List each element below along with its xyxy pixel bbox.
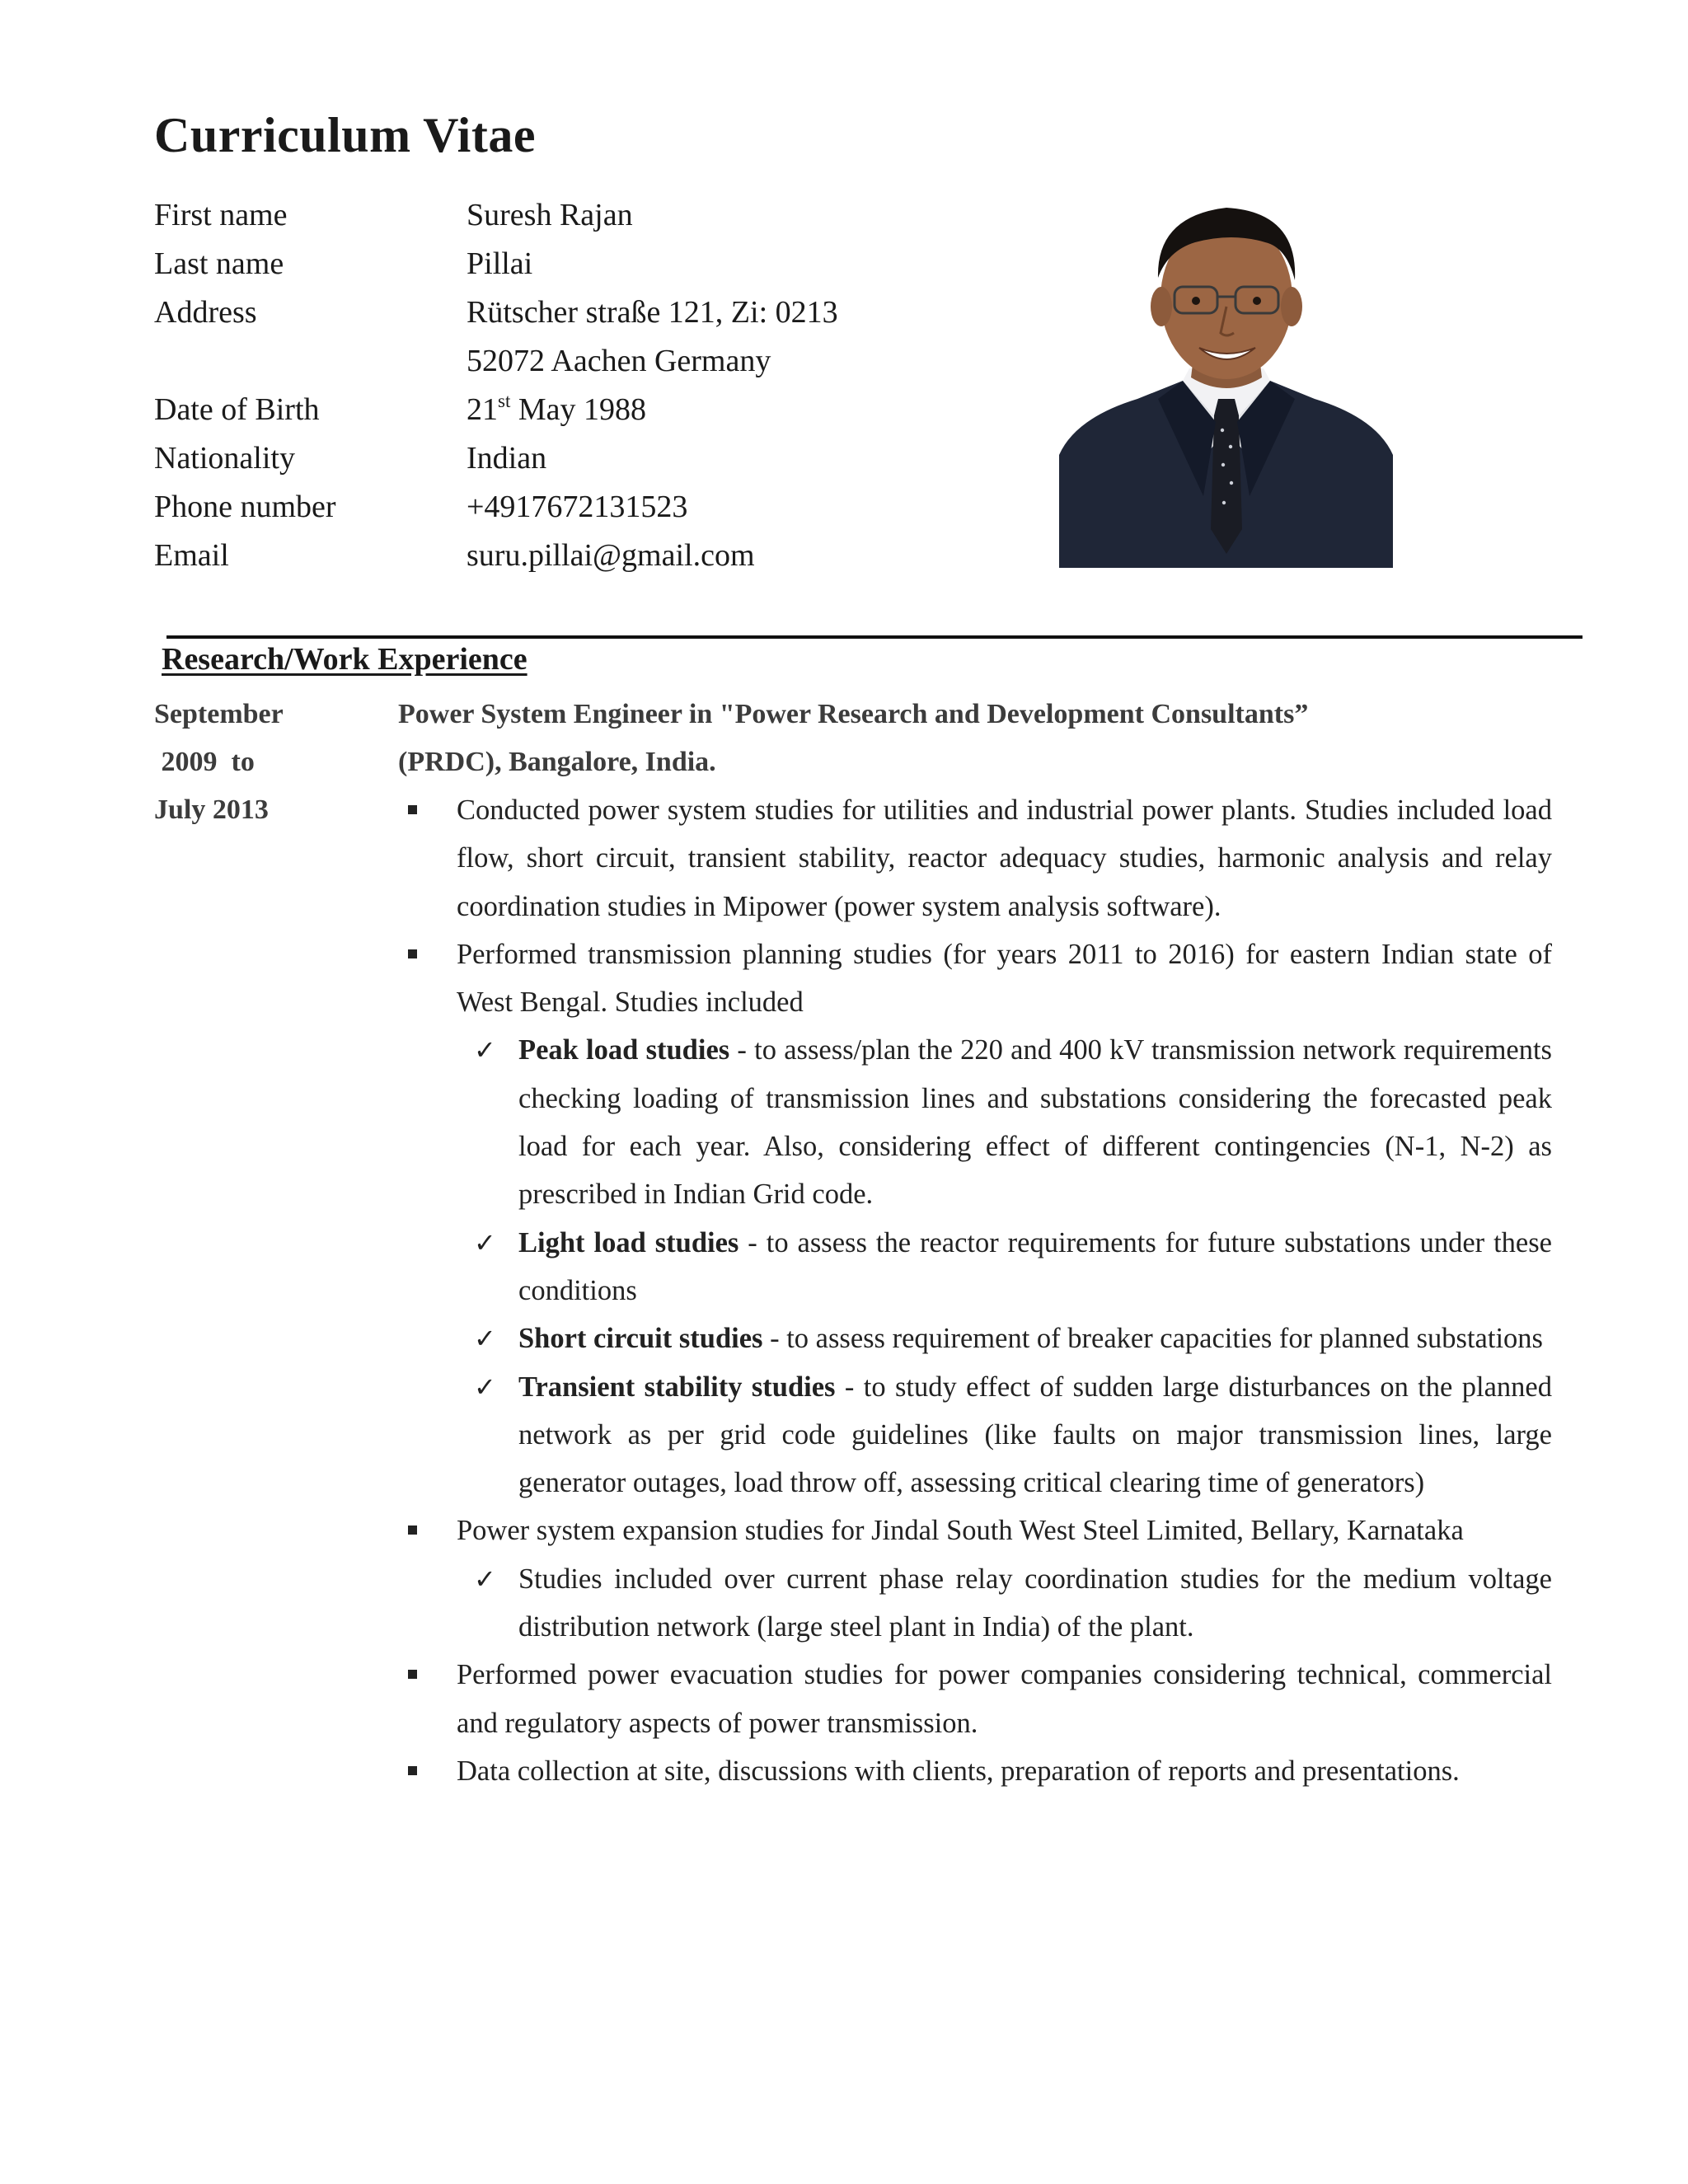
section-title-experience: Research/Work Experience	[162, 642, 528, 677]
job-date-start-year: 2009 to	[154, 747, 255, 777]
phone-row	[154, 483, 1044, 532]
personal-details	[154, 191, 1044, 580]
email-row	[154, 532, 1044, 580]
list-item-text: Performed power evacuation studies for power companies considering technical, commercial and regulatory aspects of power transmission.	[457, 1659, 1552, 1739]
page-title: Curriculum Vitae	[154, 108, 536, 162]
list-item	[398, 1651, 1552, 1747]
dob-row	[154, 386, 1044, 434]
sub-item-heading: Light load studies	[518, 1226, 739, 1258]
dob-ordinal: st	[498, 391, 511, 411]
profile-photo	[1059, 183, 1393, 568]
address-row-2	[154, 337, 1044, 386]
sub-list	[398, 1555, 1552, 1652]
square-bullet-icon	[408, 805, 417, 814]
sub-item-text: - to assess requirement of breaker capacities for planned substations	[762, 1323, 1543, 1355]
portrait-illustration	[1059, 183, 1393, 568]
job-heading	[398, 691, 1308, 786]
job-title-line-1: Power System Engineer in "Power Research and Development Consultants”	[398, 699, 1309, 729]
list-item-text: Conducted power system studies for utilities and industrial power plants. Studies included load flow, short circuit, transient stability, reactor adequacy studies, harmonic analysis and relay coordination studies in Mipower (power system analysis software).	[457, 794, 1552, 922]
first-name-label: First name	[154, 198, 288, 232]
first-name-value: Suresh Rajan	[467, 198, 633, 232]
sub-item-text: Studies included over current phase relay coordination studies for the medium voltage distribution network (large steel plant in India) of the plant.	[518, 1563, 1552, 1643]
checkmark-icon: ✓	[474, 1371, 496, 1403]
job-responsibilities	[398, 786, 1552, 1795]
nationality-label: Nationality	[154, 441, 295, 476]
email-value: suru.pillai@gmail.com	[467, 538, 755, 573]
sub-list-item	[398, 1315, 1552, 1362]
first-name-row	[154, 191, 1044, 240]
list-item	[398, 1507, 1552, 1651]
list-item	[398, 930, 1552, 1507]
checkmark-icon: ✓	[474, 1563, 496, 1595]
square-bullet-icon	[408, 1766, 417, 1775]
dob-value	[467, 386, 646, 434]
sub-item-heading: Peak load studies	[518, 1034, 730, 1066]
job-date-end: July 2013	[154, 794, 269, 825]
job-dates	[154, 691, 284, 834]
email-label: Email	[154, 538, 229, 573]
address-row	[154, 288, 1044, 337]
list-item-text: Power system expansion studies for Jindal South West Steel Limited, Bellary, Karnataka	[457, 1515, 1464, 1547]
address-line-1: Rütscher straße 121, Zi: 0213	[467, 295, 838, 330]
sub-item-text: - to assess the reactor requirements for future substations under these conditions	[518, 1226, 1552, 1306]
sub-item-text: - to study effect of sudden large disturbances on the planned network as per grid code guidelines (like faults on major transmission lines, large generator outages, load throw off, assessing critical clearing time of generators)	[518, 1371, 1552, 1499]
sub-item-heading: Short circuit studies	[518, 1323, 763, 1355]
nationality-row	[154, 434, 1044, 483]
square-bullet-icon	[408, 1526, 417, 1535]
phone-label: Phone number	[154, 490, 336, 524]
checkmark-icon: ✓	[474, 1034, 496, 1066]
checkmark-icon: ✓	[474, 1226, 496, 1258]
list-item	[398, 1747, 1552, 1795]
square-bullet-icon	[408, 949, 417, 958]
square-bullet-icon	[408, 1670, 417, 1679]
dob-day: 21	[467, 392, 498, 427]
job-date-start-month: September	[154, 699, 284, 729]
list-item	[398, 786, 1552, 930]
last-name-value: Pillai	[467, 246, 533, 281]
nationality-value: Indian	[467, 441, 547, 476]
list-item-text: Performed transmission planning studies (for years 2011 to 2016) for eastern Indian state of West Bengal. Studies included	[457, 938, 1552, 1019]
address-line-2: 52072 Aachen Germany	[467, 344, 771, 378]
address-label: Address	[154, 295, 257, 330]
job-title-line-2: (PRDC), Bangalore, India.	[398, 747, 716, 777]
dob-month-year: May 1988	[510, 392, 646, 427]
last-name-row	[154, 240, 1044, 288]
sub-list	[398, 1026, 1552, 1507]
last-name-label: Last name	[154, 246, 284, 281]
sub-item-text: - to assess/plan the 220 and 400 kV transmission network requirements checking loading of transmission lines and substations considering the forecasted peak load for each year. Also, considering effect of different contingencies (N-1, N-2) as prescribed in Indian Grid code.	[518, 1034, 1552, 1211]
sub-list-item	[398, 1219, 1552, 1315]
sub-list-item	[398, 1026, 1552, 1218]
dob-label: Date of Birth	[154, 392, 320, 427]
sub-list-item	[398, 1363, 1552, 1507]
checkmark-icon: ✓	[474, 1323, 496, 1355]
list-item-text: Data collection at site, discussions with clients, preparation of reports and presentations.	[457, 1755, 1460, 1787]
sub-list-item	[398, 1555, 1552, 1652]
phone-value: +4917672131523	[467, 490, 688, 524]
sub-item-heading: Transient stability studies	[518, 1371, 836, 1403]
